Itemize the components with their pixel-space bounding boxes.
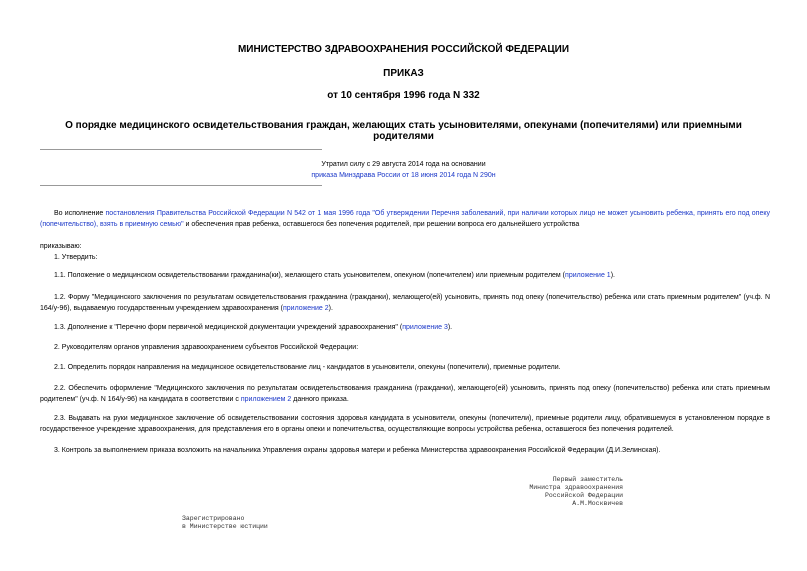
registration-line-2: в Министерстве юстиции [182,523,268,530]
signature-line-3: Российской Федерации [544,492,623,499]
paragraph-2-1: 2.1. Определить порядок направления на медицинское освидетельствование лиц - кандидатов в усыновители, опекуны (попечители), приемные родители. [54,364,561,371]
appendix-2-link[interactable]: приложение 2 [283,305,329,312]
intro-text-b: и обеспечения прав ребенка, оставшегося без попечения родителей, при решении вопроса его дальнейшего устройства [183,221,580,228]
intro-paragraph [40,208,770,230]
paragraph-1-2-text-a: 1.2. Форму "Медицинского заключения по результатам освидетельствования гражданина (гражданки), желающего(ей) усыновить, принять под опеку (попечительство) ребенка или стать приемным родителем" (уч.ф. N 164/у-96), выдаваемую государственным учреждением здравоохранения ( [40,294,770,312]
paragraph-1: 1. Утвердить: [54,254,98,261]
appendix-3-link[interactable]: приложение 3 [402,324,448,331]
divider-top [40,149,322,150]
divider-bottom [40,185,322,186]
signature-line-4: А.М.Москвичев [572,500,623,507]
registration-block [182,515,268,531]
paragraph-2: 2. Руководителям органов управления здравоохранением субъектов Российской Федерации: [54,344,359,351]
paragraph-2-3: 2.3. Выдавать на руки медицинское заключение об освидетельствовании состояния здоровья кандидата в усыновители, опекуны (попечители), приемные родители лицу, обратившемуся в установленном порядке в государственное учреждение здравоохранения, для представления его в органы опеки и попечительства, осуществляющие вопросы устройства ребенка, оставшегося без попечения родителей. [40,415,770,433]
document-subject: О порядке медицинского освидетельствования граждан, желающих стать усыновителями, опекунами (попечителями) или приемными родителями [65,120,742,142]
paragraph-1-3-text-b: ). [447,324,453,331]
registration-line-1: Зарегистрировано [182,515,245,522]
decree-link[interactable]: постановления Правительства Российской Федерации N 542 от 1 мая 1996 года "Об утверждении Перечня заболеваний, при наличии которых лицо не может усыновить ребенка, принять его под опеку (попечительство), взять в приемную семью" [40,210,770,228]
paragraph-1-1-text-b: ). [610,272,615,279]
paragraph-2-2-text-b: данного приказа. [291,396,349,403]
signature-block [480,476,623,508]
intro-text-a: Во исполнение [54,210,106,217]
order-date: от 10 сентября 1996 года N 332 [327,90,480,101]
ministry-title: МИНИСТЕРСТВО ЗДРАВООХРАНЕНИЯ РОССИЙСКОЙ ФЕДЕРАЦИИ [237,44,570,55]
paragraph-1-3 [40,322,770,333]
appendix-2-ref-link[interactable]: приложением 2 [240,396,292,403]
appendix-1-link[interactable]: приложение 1 [565,272,611,279]
paragraph-2-2-text-a: 2.2. Обеспечить оформление "Медицинского заключения по результатам освидетельствования гражданина (гражданки), желающего(ей) усыновить, принять под опеку (попечительство) ребенка или стать приемным родителем" (уч.ф. N 164/у-96) на кандидата в соответствии с [40,385,770,403]
paragraph-1-1-text-a: 1.1. Положение о медицинском освидетельствовании гражданина(ки), желающего стать усыновителем, опекуном (попечителем) или приемным родителем ( [54,272,566,279]
status-link[interactable]: приказа Минздрава России от 18 июня 2014 года N 290н [311,172,496,179]
paragraph-1-2 [40,292,770,314]
document-type: ПРИКАЗ [383,68,424,79]
paragraph-3: 3. Контроль за выполнением приказа возложить на начальника Управления охраны здоровья матери и ребенка Министерства здравоохранения Российской Федерации (Д.И.Зелинская). [54,447,661,454]
signature-line-2: Министра здравоохранения [529,484,623,491]
order-phrase: приказываю: [40,243,82,250]
paragraph-2-2 [40,383,770,405]
paragraph-1-2-text-b: ). [328,305,333,312]
paragraph-1-3-text-a: 1.3. Дополнение к "Перечню форм первичной медицинской документации учреждений здравоохранения" ( [54,324,403,331]
status-note: Утратил силу с 29 августа 2014 года на основании [321,161,486,168]
signature-line-1: Первый заместитель [552,476,623,483]
paragraph-1-1 [40,270,770,281]
